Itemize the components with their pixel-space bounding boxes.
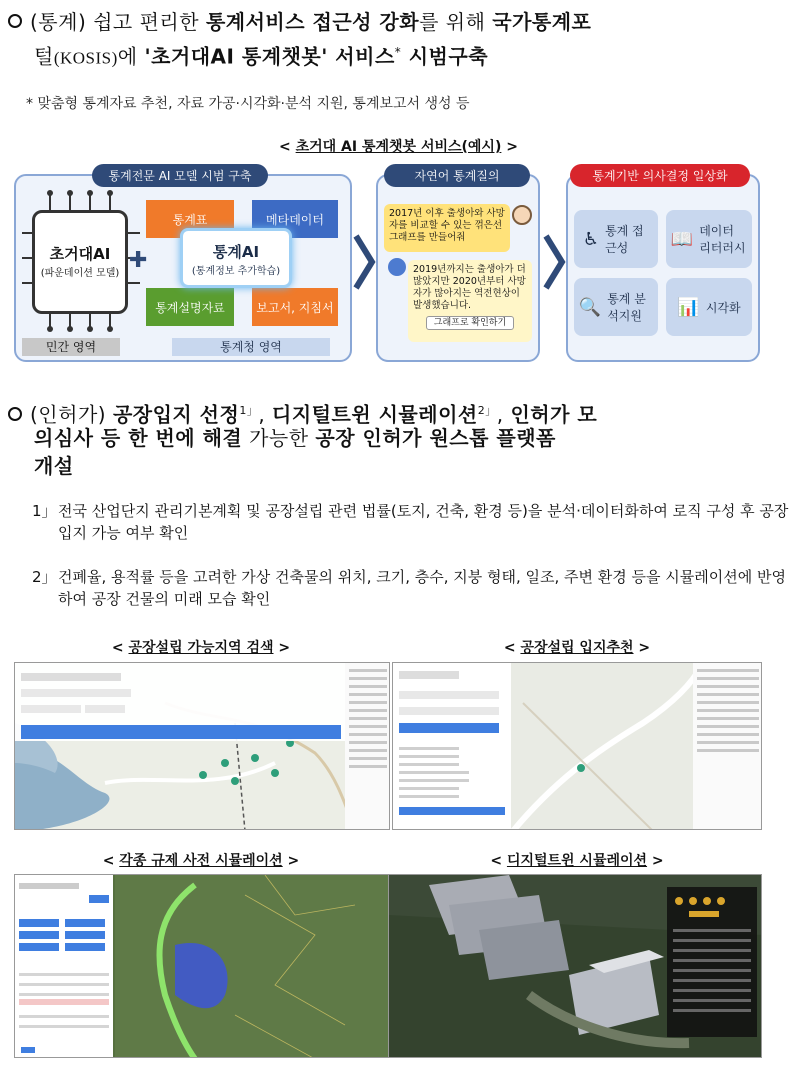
title-text: 털: [34, 44, 54, 69]
chevron-right-icon: [352, 232, 376, 292]
item-label: 통계 분석지원: [607, 292, 646, 323]
chat-question: 2017년 이후 출생아와 사망자를 비교할 수 있는 꺾은선 그래프를 만들어줘: [384, 204, 510, 252]
section1-title-line2: [34, 38, 794, 73]
screenshot-digital-twin: [388, 874, 762, 1058]
title-text: (KOSIS): [53, 48, 118, 68]
chat-answer-text: 2019년까지는 출생아가 더 많았지만 2020년부터 사망자가 많아지는 역전현상이 발생했습니다.: [413, 264, 526, 311]
panel3-title: 통계기반 의사결정 일상화: [570, 164, 750, 187]
item-literacy: [666, 210, 752, 268]
caption-search: < 공장설립 가능지역 검색 >: [111, 640, 291, 656]
screenshot-area-search: [14, 662, 390, 830]
title-bold: 의심사 등 한 번에 해결: [34, 426, 243, 450]
title-bold: 국가통계포: [492, 10, 592, 34]
title-bold: 디지털트윈 시뮬레이션: [272, 402, 478, 427]
box-stat-desc: 통계설명자료: [146, 288, 234, 326]
box-stat-table: 통계표: [146, 200, 234, 238]
panel2-title: 자연어 통계질의: [384, 164, 530, 187]
book-icon: 📖: [670, 228, 694, 250]
title-bold: 인허가 모: [510, 402, 598, 427]
caption-regulation: < 각종 규제 사전 시뮬레이션 >: [102, 853, 300, 869]
chip-pins-icon: [22, 188, 140, 334]
stat-ai-title: 통계AI: [212, 243, 260, 261]
chair-icon: ♿: [582, 228, 600, 250]
bullet-circle-icon: [8, 407, 22, 421]
footnote-mark: 2」: [477, 404, 497, 417]
title-bold: 시범구축: [401, 44, 489, 69]
note-number: 1」: [32, 502, 57, 520]
bullet-circle-icon: [8, 14, 22, 28]
title-text: 를 위해: [419, 10, 486, 34]
item-analysis: [574, 278, 658, 336]
item-visualization: [666, 278, 752, 336]
footnote-mark: *: [394, 45, 402, 59]
chevron-right-icon: [542, 232, 566, 292]
section1-footnote: * 맞춤형 통계자료 추천, 자료 가공·시각화·분석 지원, 통계보고서 생성 등: [26, 96, 470, 112]
item-label: 시각화: [705, 300, 741, 315]
title-bold: 공장 인허가 원스톱 플랫폼: [315, 426, 556, 450]
screenshot-site-recommend: [392, 662, 762, 830]
note-number: 2」: [32, 568, 57, 586]
graph-button[interactable]: 그래프로 확인하기: [426, 316, 514, 330]
caption-recommend: < 공장설립 입지추천 >: [503, 640, 651, 656]
caption-text: 각종 규제 사전 시뮬레이션: [119, 853, 283, 869]
section1-prefix: (통계): [30, 10, 87, 34]
caption-digitaltwin: < 디지털트윈 시뮬레이션 >: [490, 853, 664, 869]
caption-text: 디지털트윈 시뮬레이션: [506, 853, 648, 869]
map-image: [15, 663, 390, 830]
bot-avatar-icon: [388, 258, 406, 276]
section2-prefix: (인허가): [30, 402, 107, 427]
caption-text: 공장설립 입지추천: [520, 640, 634, 656]
3d-scene-image: [389, 875, 762, 1058]
item-label: 데이터 리터러시: [699, 224, 746, 255]
title-text: 가능한: [242, 426, 316, 450]
label-private: 민간 영역: [22, 338, 120, 356]
footnote-mark: 1」: [239, 404, 259, 417]
satellite-image: [15, 875, 390, 1058]
chat-answer: [408, 260, 532, 342]
presentation-icon: 📊: [677, 296, 700, 318]
note-2: [32, 566, 794, 610]
note-1: [32, 500, 794, 544]
title-text: 에: [117, 44, 145, 69]
title-bold: 통계서비스 접근성 강화: [205, 10, 420, 34]
title-bold: '초거대AI 통계챗봇' 서비스: [144, 44, 395, 69]
user-avatar-icon: [512, 205, 532, 225]
caption-text: 공장설립 가능지역 검색: [128, 640, 274, 656]
section2-title-line3: [34, 452, 74, 481]
magnifier-chart-icon: 🔍: [578, 296, 602, 318]
section1-title: [8, 8, 793, 37]
chip-subtitle: (파운데이션 모델): [40, 268, 120, 279]
label-gov: 통계청 영역: [172, 338, 330, 356]
item-access: [574, 210, 658, 268]
stat-ai-box: [180, 228, 292, 288]
section2-title-line2: [34, 424, 794, 453]
title-bold: 개설: [34, 454, 74, 478]
title-bold: 공장입지 선정: [112, 402, 240, 427]
note-text: 건폐율, 용적률 등을 고려한 가상 건축물의 위치, 크기, 층수, 지붕 형태, 일조, 주변 환경 등을 시뮬레이션에 반영하여 공장 건물의 미래 모습 확인: [58, 568, 786, 608]
box-report: 보고서, 지침서: [252, 288, 338, 326]
chip-title: 초거대AI: [49, 245, 111, 263]
stat-ai-subtitle: (통계정보 추가학습): [191, 266, 281, 277]
diagram-caption-text: 초거대 AI 통계챗봇 서비스(예시): [295, 139, 502, 155]
diagram-caption: < 초거대 AI 통계챗봇 서비스(예시) >: [279, 139, 518, 155]
screenshot-regulation-sim: [14, 874, 390, 1058]
note-text: 전국 산업단지 관리기본계획 및 공장설립 관련 법률(토지, 건축, 환경 등)을 분석·데이터화하여 로직 구성 후 공장입지 가능 여부 확인: [58, 502, 789, 542]
item-label: 통계 접근성: [605, 224, 644, 255]
box-metadata: 메타데이터: [252, 200, 338, 238]
map-image: [393, 663, 762, 830]
plus-icon: ✚: [129, 248, 148, 273]
section2-title: (인허가) 공장입지 선정$^{1」}$, 디지털트윈 시뮬레이션$^{2」}$, 인허가 모: [8, 396, 793, 430]
title-text: 쉽고 편리한: [93, 10, 200, 34]
panel1-title: 통계전문 AI 모델 시범 구축: [92, 164, 268, 187]
